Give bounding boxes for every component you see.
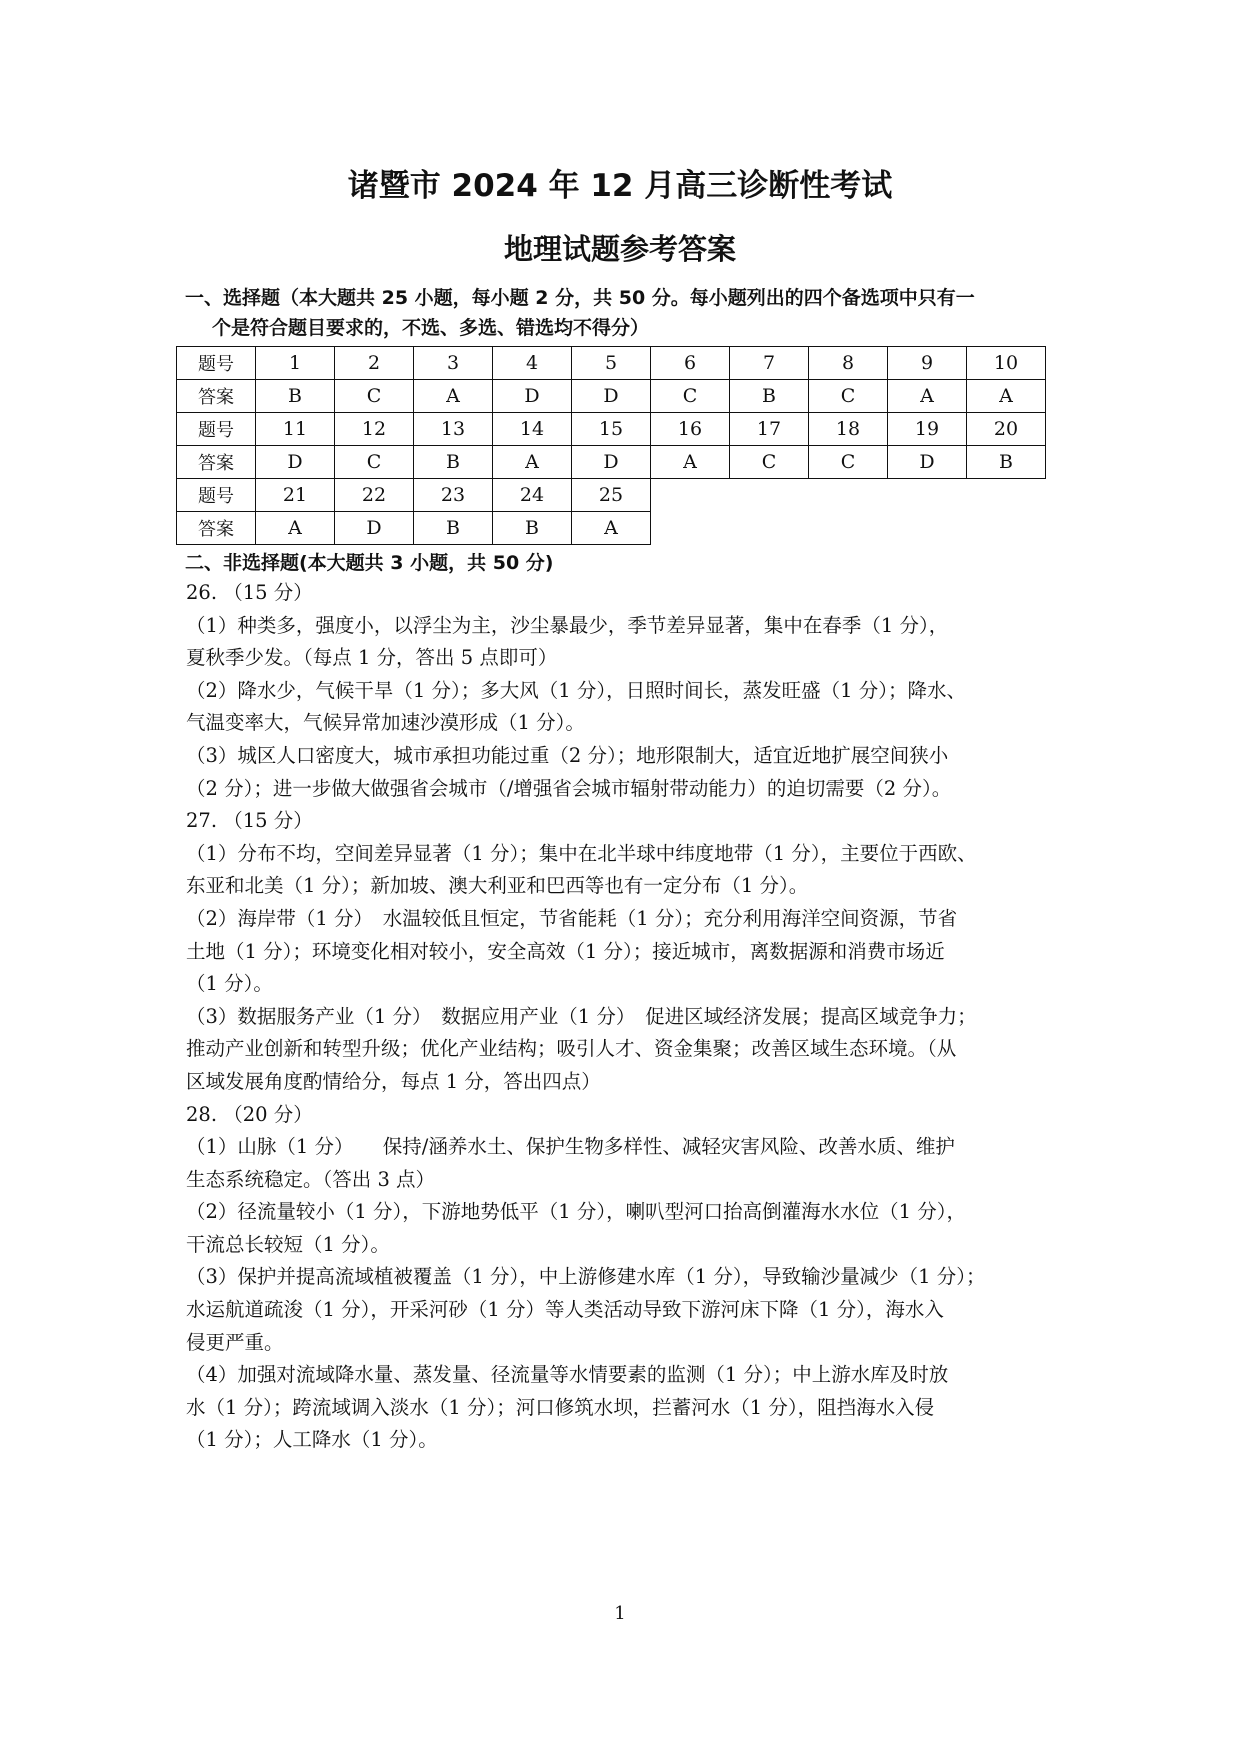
answer-table [176, 346, 1046, 545]
body-line: 28. （20 分） [186, 1102, 313, 1126]
section-one-line-1: 一、选择题（本大题共 25 小题，每小题 2 分，共 50 分。每小题列出的四个备选项中只有一 [185, 287, 975, 309]
empty-cell [730, 512, 809, 545]
body-line: （3）数据服务产业（1 分） 数据应用产业（1 分） 促进区域经济发展；提高区域竞争力； [186, 1004, 977, 1028]
empty-cell [809, 512, 888, 545]
question-number-cell: 18 [809, 413, 888, 446]
answer-cell: D [888, 446, 967, 479]
answer-cell: A [414, 380, 493, 413]
question-number-cell: 7 [730, 347, 809, 380]
answer-cell: B [967, 446, 1046, 479]
answer-cell: B [493, 512, 572, 545]
question-number-cell: 22 [335, 479, 414, 512]
page-number: 1 [614, 1603, 626, 1624]
question-number-cell: 25 [572, 479, 651, 512]
answer-cell: B [256, 380, 335, 413]
question-number-cell: 19 [888, 413, 967, 446]
body-line: 东亚和北美（1 分）；新加坡、澳大利亚和巴西等也有一定分布（1 分）。 [186, 874, 809, 898]
question-number-cell: 4 [493, 347, 572, 380]
question-number-cell: 5 [572, 347, 651, 380]
section-one-line-2: 个是符合题目要求的，不选、多选、错选均不得分） [212, 317, 650, 339]
answer-cell: B [414, 446, 493, 479]
exam-title: 诸暨市 2024 年 12 月高三诊断性考试 [347, 168, 893, 204]
body-line: 区域发展角度酌情给分，每点 1 分，答出四点） [186, 1069, 601, 1093]
answer-cell: C [335, 446, 414, 479]
answer-label: 答案 [177, 512, 256, 545]
body-line: （2）径流量较小（1 分），下游地势低平（1 分），喇叭型河口抬高倒灌海水水位（1 分）， [186, 1200, 966, 1224]
body-line: 推动产业创新和转型升级；优化产业结构；吸引人才、资金集聚；改善区域生态环境。（从 [186, 1037, 957, 1061]
answer-cell: B [414, 512, 493, 545]
empty-cell [730, 479, 809, 512]
question-number-cell: 14 [493, 413, 572, 446]
answer-table-row [177, 380, 1046, 413]
question-number-cell: 10 [967, 347, 1046, 380]
exam-subtitle: 地理试题参考答案 [503, 232, 736, 266]
answer-cell: C [809, 380, 888, 413]
answer-cell: D [572, 380, 651, 413]
body-line: （3）城区人口密度大，城市承担功能过重（2 分）；地形限制大，适宜近地扩展空间狭小 [186, 743, 949, 767]
empty-cell [888, 479, 967, 512]
question-number-cell: 21 [256, 479, 335, 512]
body-line: （1）分布不均，空间差异显著（1 分）；集中在北半球中纬度地带（1 分），主要位于西欧、 [186, 841, 977, 865]
question-number-label: 题号 [177, 479, 256, 512]
question-number-cell: 6 [651, 347, 730, 380]
answer-cell: A [651, 446, 730, 479]
answer-cell: D [256, 446, 335, 479]
question-number-cell: 17 [730, 413, 809, 446]
answer-cell: A [967, 380, 1046, 413]
body-line: 26. （15 分） [186, 581, 313, 604]
empty-cell [967, 479, 1046, 512]
answer-cell: A [256, 512, 335, 545]
answer-body [186, 577, 1056, 1457]
answer-cell: C [651, 380, 730, 413]
answer-table-row [177, 413, 1046, 446]
question-number-cell: 9 [888, 347, 967, 380]
answer-table-row [177, 347, 1046, 380]
answer-cell: B [730, 380, 809, 413]
body-line: 水运航道疏浚（1 分），开采河砂（1 分）等人类活动导致下游河床下降（1 分），海水入 [186, 1298, 944, 1322]
answer-cell: D [335, 512, 414, 545]
question-number-cell: 1 [256, 347, 335, 380]
section-one-heading [185, 283, 1065, 343]
question-number-cell: 2 [335, 347, 414, 380]
empty-cell [651, 479, 730, 512]
body-line: 水（1 分）；跨流域调入淡水（1 分）；河口修筑水坝，拦蓄河水（1 分），阻挡海水入侵 [186, 1395, 935, 1419]
body-line: 侵更严重。 [186, 1330, 284, 1354]
body-line: （2）海岸带（1 分） 水温较低且恒定，节省能耗（1 分）；充分利用海洋空间资源，节省 [186, 906, 958, 930]
answer-label: 答案 [177, 380, 256, 413]
body-line: 生态系统稳定。（答出 3 点） [186, 1167, 436, 1191]
body-line: （2）降水少，气候干旱（1 分）；多大风（1 分），日照时间长，蒸发旺盛（1 分）；降水、 [186, 678, 966, 702]
answer-cell: C [335, 380, 414, 413]
question-number-cell: 12 [335, 413, 414, 446]
answer-table-row [177, 479, 1046, 512]
answer-table-row [177, 446, 1046, 479]
answer-cell: A [888, 380, 967, 413]
body-line: （1）山脉（1 分） 保持/涵养水土、保护生物多样性、减轻灾害风险、改善水质、维护 [186, 1135, 955, 1159]
body-line: （1 分）；人工降水（1 分）。 [186, 1428, 438, 1452]
answer-cell: A [493, 446, 572, 479]
empty-cell [651, 512, 730, 545]
section-two-heading: 二、非选择题(本大题共 3 小题，共 50 分) [185, 552, 554, 574]
body-line: 27. （15 分） [186, 809, 313, 833]
body-line: （2 分）；进一步做大做强省会城市（/增强省会城市辐射带动能力）的迫切需要（2 分）。 [186, 776, 952, 800]
question-number-cell: 11 [256, 413, 335, 446]
answer-table-row [177, 512, 1046, 545]
question-number-cell: 8 [809, 347, 888, 380]
empty-cell [809, 479, 888, 512]
answer-label: 答案 [177, 446, 256, 479]
question-number-cell: 23 [414, 479, 493, 512]
body-line: 夏秋季少发。（每点 1 分，答出 5 点即可） [186, 646, 558, 670]
question-number-cell: 3 [414, 347, 493, 380]
question-number-cell: 15 [572, 413, 651, 446]
empty-cell [888, 512, 967, 545]
answer-cell: D [493, 380, 572, 413]
body-line: 气温变率大，气候异常加速沙漠形成（1 分）。 [186, 711, 585, 735]
answer-cell: D [572, 446, 651, 479]
question-number-cell: 24 [493, 479, 572, 512]
body-line: （3）保护并提高流域植被覆盖（1 分），中上游修建水库（1 分），导致输沙量减少（1 分）； [186, 1265, 986, 1289]
question-number-label: 题号 [177, 347, 256, 380]
body-line: （4）加强对流域降水量、蒸发量、径流量等水情要素的监测（1 分）；中上游水库及时放 [186, 1363, 949, 1387]
empty-cell [967, 512, 1046, 545]
body-line: 土地（1 分）；环境变化相对较小，安全高效（1 分）；接近城市，离数据源和消费市场近 [186, 939, 945, 963]
question-number-cell: 20 [967, 413, 1046, 446]
answer-cell: C [809, 446, 888, 479]
body-line: （1 分）。 [186, 972, 273, 996]
answer-cell: A [572, 512, 651, 545]
body-line: 干流总长较短（1 分）。 [186, 1232, 390, 1256]
question-number-label: 题号 [177, 413, 256, 446]
answer-cell: C [730, 446, 809, 479]
question-number-cell: 16 [651, 413, 730, 446]
body-line: （1）种类多，强度小，以浮尘为主，沙尘暴最少，季节差异显著，集中在春季（1 分）， [186, 613, 949, 637]
question-number-cell: 13 [414, 413, 493, 446]
